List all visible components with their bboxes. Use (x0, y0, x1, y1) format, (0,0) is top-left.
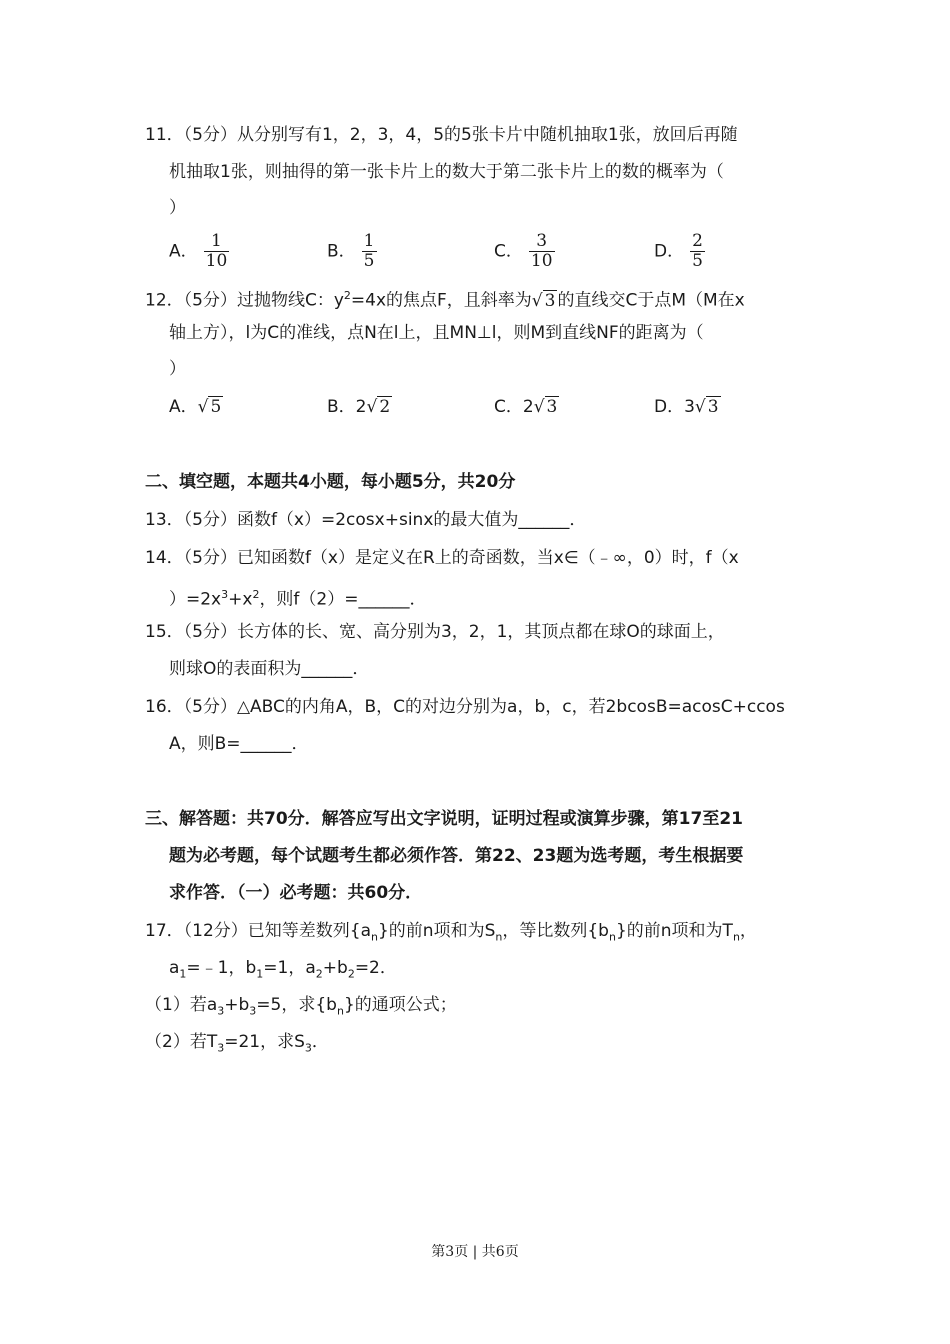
q12-line3: ） (169, 359, 186, 379)
q11-line2: 机抽取1张，则抽得的第一张卡片上的数大于第二张卡片上的数的概率为（ (169, 162, 724, 182)
q17-text: +b (322, 958, 348, 978)
fraction (204, 232, 230, 271)
q14-text: +x (228, 589, 253, 610)
q14-line2 (169, 583, 426, 612)
q17-part2 (145, 1030, 329, 1060)
numerator: 2 (692, 231, 703, 251)
q11-option-a (169, 232, 229, 271)
q12-line1 (145, 284, 745, 313)
q17-text: =﹣1，b (186, 958, 257, 978)
q11-option-b (327, 232, 377, 271)
q17-line1 (145, 919, 757, 949)
q12-option-d (654, 395, 721, 419)
q12-text: 12．（5分）过抛物线C：y (145, 290, 344, 311)
q16-line2: A，则B=______． (169, 734, 309, 754)
fraction (529, 232, 555, 271)
denominator: 10 (205, 251, 228, 271)
q17-text: a (169, 958, 180, 978)
q14-line1: 14．（5分）已知函数f（x）是定义在R上的奇函数，当x∈（﹣∞，0）时，f（x (145, 548, 739, 568)
option-label: B． (327, 241, 356, 262)
section3-line1: 三、解答题：共70分．解答应写出文字说明，证明过程或演算步骤，第17至21 (145, 809, 743, 829)
option-label: A． (169, 241, 198, 262)
sqrt-expression: √ 3 (533, 397, 558, 417)
q17-text: =2． (354, 958, 397, 978)
q11-option-d (654, 232, 705, 271)
q12-line2: 轴上方），l为C的准线，点N在l上，且MN⊥l，则M到直线NF的距离为（ (169, 323, 704, 343)
q12-text: 的直线交C于点M（M在x (557, 290, 745, 311)
subscript: 3 (249, 1004, 257, 1018)
denominator: 5 (692, 251, 703, 271)
q12-option-c (494, 395, 559, 419)
q15-line1: 15．（5分）长方体的长、宽、高分别为3，2，1，其顶点都在球O的球面上， (145, 622, 725, 642)
subscript: 3 (217, 1041, 225, 1055)
coefficient: 2 (522, 397, 534, 417)
subscript: 2 (315, 967, 323, 981)
denominator: 10 (530, 251, 553, 271)
denominator: 5 (363, 251, 375, 271)
page-footer: 第3页 | 共6页 (431, 1244, 519, 1260)
q17-text: +b (224, 995, 250, 1015)
q17-line2 (169, 956, 397, 986)
fraction (362, 232, 377, 271)
q17-part1 (145, 993, 457, 1023)
sqrt-expression: √ 3 (694, 397, 719, 417)
option-label: B． (327, 397, 356, 417)
radicand: 5 (210, 397, 222, 417)
q17-text: }的前n项和为T (615, 921, 733, 941)
numerator: 3 (536, 231, 548, 251)
superscript: 2 (252, 588, 260, 601)
coefficient: 3 (684, 397, 695, 417)
q17-text: ． (311, 1032, 329, 1052)
q14-text: ，则f（2）=______． (259, 589, 427, 610)
subscript: 3 (304, 1041, 312, 1055)
q17-text: ， (739, 921, 757, 941)
numerator: 1 (363, 231, 375, 251)
sqrt-expression: √ 3 (531, 290, 556, 311)
sqrt-expression: √ 5 (197, 397, 222, 417)
option-label: A． (169, 397, 198, 417)
subscript: n (336, 1004, 344, 1018)
radicand: 3 (544, 290, 556, 311)
q14-text: ）=2x (169, 589, 222, 610)
q17-text: }的前n项和为S (377, 921, 496, 941)
coefficient: 2 (355, 397, 367, 417)
q12-option-a (169, 395, 223, 419)
q17-text: =21，求S (224, 1032, 305, 1052)
subscript: n (608, 930, 616, 944)
q15-line2: 则球O的表面积为______． (169, 659, 370, 679)
q11-line3: ） (169, 198, 186, 218)
option-label: D． (654, 241, 685, 262)
sqrt-expression: √ 2 (366, 397, 391, 417)
numerator: 1 (211, 231, 222, 251)
q11-option-c (494, 232, 555, 271)
subscript: 2 (347, 967, 355, 981)
subscript: 3 (217, 1004, 225, 1018)
q17-text: （1）若a (145, 995, 218, 1015)
subscript: n (732, 930, 740, 944)
subscript: 1 (179, 967, 187, 981)
section2-heading: 二、填空题，本题共4小题，每小题5分，共20分 (145, 472, 516, 492)
q12-text: =4x的焦点F，且斜率为 (350, 290, 532, 311)
subscript: n (495, 930, 503, 944)
subscript: n (371, 930, 378, 944)
q12-option-b (327, 395, 392, 419)
option-label: C． (494, 241, 523, 262)
superscript: 2 (343, 289, 351, 302)
radicand: 3 (707, 397, 719, 417)
section3-line2: 题为必考题，每个试题考生都必须作答．第22、23题为选考题，考生根据要 (169, 846, 744, 866)
q11-line1: 11．（5分）从分别写有1，2，3，4，5的5张卡片中随机抽取1张，放回后再随 (145, 125, 738, 145)
superscript: 3 (221, 588, 229, 601)
subscript: 1 (256, 967, 264, 981)
q16-line1: 16．（5分）△ABC的内角A，B，C的对边分别为a，b，c，若2bcosB=acosC+ccos (145, 697, 785, 717)
option-label: C． (494, 397, 523, 417)
q17-text: （2）若T (145, 1032, 218, 1052)
fraction (690, 232, 705, 271)
q17-text: =1，a (263, 958, 316, 978)
q17-text: ，等比数列{b (502, 921, 609, 941)
radicand: 3 (546, 397, 558, 417)
q17-text: 17．（12分）已知等差数列{a (145, 921, 371, 941)
q17-text: }的通项公式； (343, 995, 457, 1015)
option-label: D． (654, 397, 685, 417)
section3-line3: 求作答．（一）必考题：共60分． (169, 883, 423, 903)
radicand: 2 (379, 397, 391, 417)
q13-line: 13．（5分）函数f（x）=2cosx+sinx的最大值为______． (145, 510, 587, 530)
q17-text: =5，求{b (256, 995, 337, 1015)
